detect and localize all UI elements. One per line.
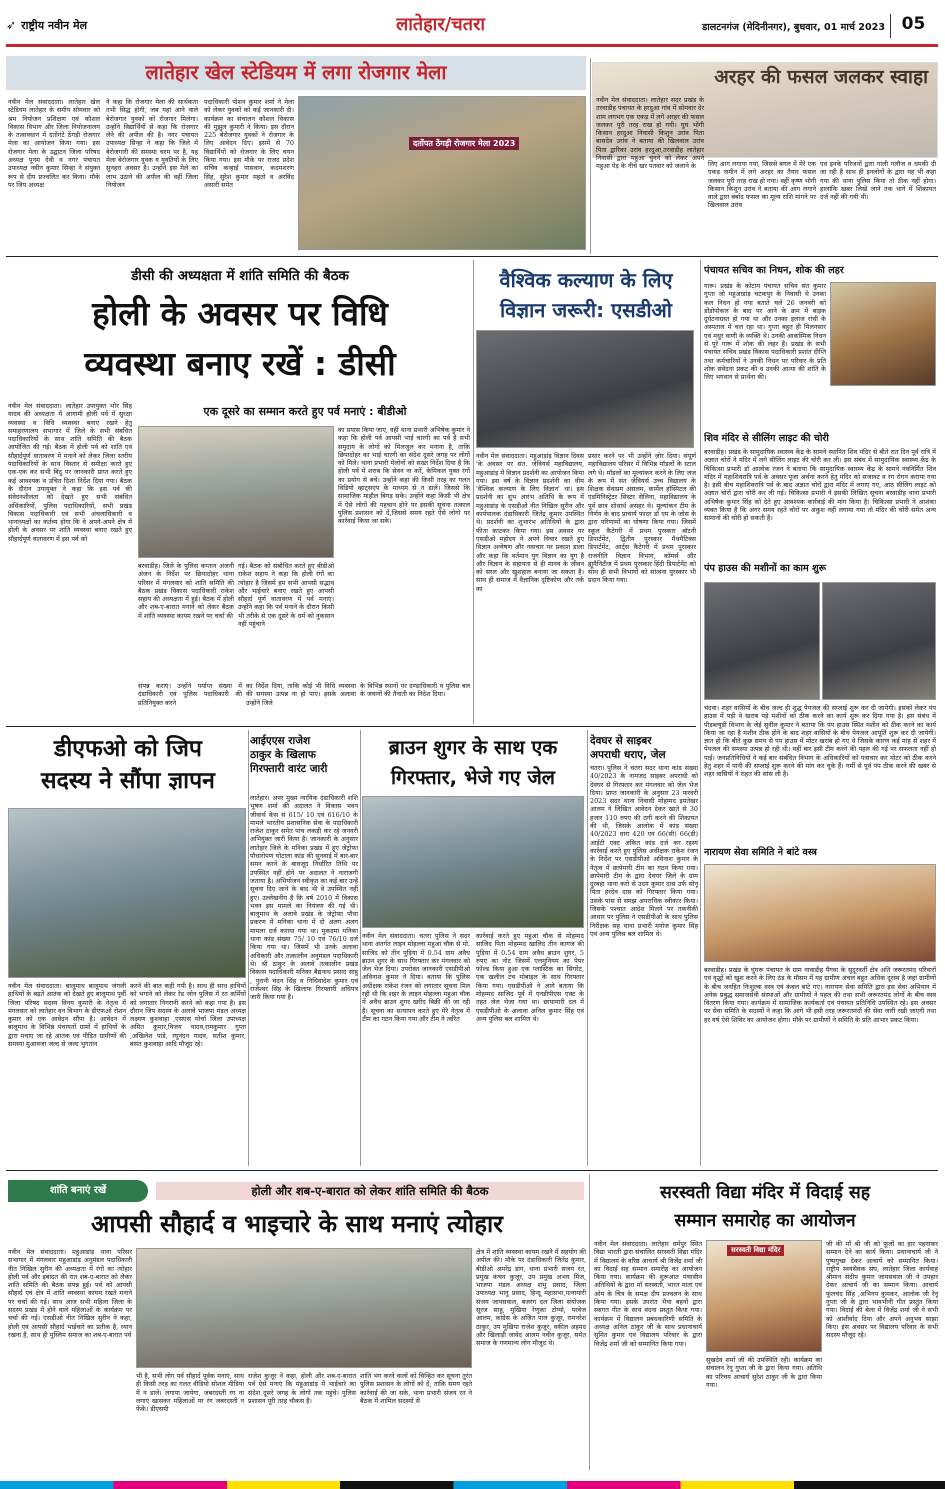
holi-col4: का प्रयास किया जाए, वहीं थाना प्रभारी अभिषेक कुमार ने कहा कि होली पर्व आपसी भाई चारगी का पर्व है सभी समुदाय के लोगों को मिलजुल कर मनाना है, ताकि छिपादोहर का भाई चारगी का संदेश दूसरे जगह पर लोगों को मिले। थाना प्रभारी मेलोनों को सख्त निर्देश दिया है कि होली पर्व में शराब कि सेवन ना करें, केमिकल युक्त रंगों का प्रयोग से बचें। उन्होंने कहा की किसी तरह का गलत विडियो व्हाट्सएप के माध्यम से न डालें। जिससे कि सामाजिक माहौल बिगड़ सके। उन्होंने कहा किसी भी क्षेत्र में ऐसे लोगों की पहचान होने पर इसकी सूचना तत्काल पुलिस प्रशासन को दें,जिससे समय रहते ऐसे लोगो पर कार्रवाई किया जा सके। — [338, 426, 470, 526]
brownsugar-headline-1: ब्राउन शुगर के साथ एक — [388, 736, 558, 759]
edition-label: लातेहार/चतरा — [396, 14, 485, 35]
bird-logo-icon: ➶ — [6, 18, 17, 32]
ias-headline-2: ठाकुर के खिलाफ — [250, 749, 316, 761]
shanti-tag: शांति बनाएं रखें — [8, 1180, 148, 1202]
holi-subhead: एक दूसरे का सम्मान करते हुए पर्व मनाएं : बीडीओ — [203, 405, 407, 418]
brownsugar-col1: नवीन मेल संवाददाता। चतरा पुलिस ने सदर थाना अंतर्गत लाइन मोहल्ला महुआ चौक से मो. साजिद को तीन पुड़िया में 0.54 ग्राम अवैध ब्राउन शुगर के साथ गिरफ्तार कर मंगलवार को जेल भेज दिया। उपरोक्त जानकारी एसडीपीओ अविनाश कुमार ने दिया। बताया कि पुलिस अधीक्षक राकेश रंजन को लगातार सूचना मिल रही थी कि शहर के लाइन मोहल्ला महुआ चौक में अवैध ब्राउन शुगर खरीद बिक्री की जा रही है। सूचना का सत्यापन करते हुए मेरे नेतृत्व में टीम का गठन किया गया और टीम ने त्वरित — [362, 932, 470, 1023]
saraswati-col1: नवीन मेल संवाददाता। लातेहार धर्मपुर स्थित विद्या भारती द्वारा संचालित सरस्वती विद्या मंदिर में विद्यालय के वरिष्ठ आचार्य श्री विजेंद्र शर्मा जी का विदाई सह सम्मान समारोह का आयोजन किया गया। कार्यक्रम की शुरूआत मंचासीन अतिथियों के द्वारा माँ सरस्वती, भारत माता एवं ओम के चित्र के समक्ष दीप प्रज्वलन के साथ किया गया। इसके उपरांत भैया बहनों द्वारा स्वागत गीत के साथ वंदना प्रस्तुत किया गया। कार्यक्रम में विद्यालय प्रबंधकारिणी समिति के अध्यक्ष अनिल ठाकुर जी के साथ प्रधानाचार्य सुमित कुमार एवं विद्यालय परिवार के द्वारा विजेंद्र शर्मा जी को सम्मानित किया गया। — [594, 1240, 702, 1348]
dfo-col2: करने की बात कही गयी है। साथ ही साथ हाथियों को भगाने को लेकर रेड जोन पुलिस में रत कर्मियों को लगातार निगरानी करने को कहा गया है। इस दौरान जिप सदस्य के अलावे भाजपा मंडल अध्यक्ष लक्ष्मण कुशवाहा ,एसएस मोर्चा जिला उपाध्यक्ष अमित कुमार,विजय यादव,रामकुमार गुप्ता ,अखिलेश पांडे, रघुनंदन यादव, सतीश कुमार, बसंत कुशवाहा आदि मौजूद रहे। — [130, 982, 246, 1049]
panchayat-text: गारू। प्रखंड के कोटाम पंचायत सचिव संत कुमार गुप्ता जो महुआडांड़ चटकपुर के निवासी थे उनका कल निधन हो गया बताते चलें 26 जनवरी को डोंडोपोकल के बाद पर आने के क्रम में बाइक दुर्घटनाग्रस्त हो गया था और उनका इलाज रांची के अस्पताल में चल रहा था। गुप्ता बहुत ही मिलनसार एवं मधुर वाणी के व्यक्ति थे। उनकी आकस्मिक निधन से पूरे गारू में शोक की लहर है। प्रखंड के सभी पंचायत सचिव प्रखंड विकास पदाधिकारी प्रशांत दीप्ति तथा कर्मचारियों ने उनकी निधन पर परिवार के प्रति शोक संवेदना प्रकट की व उनकी आत्मा की शांति के लिए भगवान से प्रार्थना की। — [704, 282, 826, 382]
holi-kicker: डीसी की अध्यक्षता में शांति समिति की बैठक — [131, 268, 349, 284]
dfo-headline-1: डीएफओ को जिप — [54, 736, 202, 762]
dfo-col1: नवीन मेल संवाददाता। बालूमाथ बालूमाथ जंगली हाथियों के बढ़ते आतंक को देखते हुए बालूमाथ पूर्वी जिला परिषद सदस्य विनय कुमारी के नेतृत्व में मंगलवार को लातेहार वन विभाग के डीएफओ रोशन कुमार को एक आवेदन सौंपा है। आवेदन में बालूमाथ के विभिन्न पंचायतों ग्रामों में हाथियों के द्वारा मचाए जा रहे आतंक एवं पीड़ित ग्रामीणों की समस्या मुआवजा जल्द से जल्द भुगतान — [8, 982, 126, 1049]
pumphouse-headline: पंप हाउस की मशीनों का काम शुरू — [704, 563, 827, 574]
shanti-col3: राजेश कुजूर ने कहा, होली और शब-ए-बारात पर्व ऐसे मनाएं कि महुआडांड़ में भाईचारे का संदेश दूसरे जगह के लोगों तक पहुंचे। पुलिस प्रशासन पूरी तरह चौकस है। — [248, 1372, 356, 1405]
dateline: डालटनगंज (मेदिनीनगर), बुधवार, 01 मार्च 2023 — [702, 22, 885, 33]
ias-headline-1: आईएएस राजेश — [250, 735, 311, 747]
rozgar-col2: ने कहा कि रोजगार मेला की सार्थकता तभी सिद्ध होगी, जब यहां आने वाले बेरोजगार युवकों को रोजगार मिलेगा। उन्होंने विद्यार्थियों से कहा कि रोजगार लेने की अपील की है। नगर पंचायत उपाध्यक्ष सिन्हा ने कहा कि जिले में बेरोजगारी की समस्या चरम पर है, यह मेला बेरोजगार युवक व युवतियों के लिए सुनहरा अवसर है। उन्होंने इस मेले का लाभ उठाने की अपील की वहीं जिला नियोजन — [106, 98, 198, 189]
saraswati-col3: जी की माँ श्री जी को फूलों का हार पहनाकर सम्मान देने का कार्य किया। प्रधानाचार्य जी ने पुष्पगुच्छ देकर आचार्य को सम्मानित किया। राष्ट्रीय स्वयंसेवक संघ, लातेहार जिला कार्यवाह श्रीमान संदीप कुमार जायसवाल जी ने उपहार देकर आचार्य जी का सम्मान किया। आचार्य फूलचंद सिंह ,अभिनय कुमकर, आलोक जी रेनू गुप्ता जी के द्वारा भावभीनी गीत प्रस्तुत किया गया। विदाई की बेला में विजेंद्र शर्मा जी ने सभी को आशीर्वाद दिया और अपने अनुभव साझा किए। इस अवसर पर विद्यालय परिवार के सभी सदस्य मौजूद रहे। — [826, 1240, 938, 1340]
vigyan-photo — [476, 330, 694, 448]
pumphouse-text: चंदवा। शहर वासियों के बीच जल्द ही शुद्ध पेयजल की सप्लाई शुरू कर दी जायेगी। इसको लेकर पंप हाउस में पड़ी वे खराब पड़े मशीनों को ठीक करने का कार्य शुरू कर दिया गया है। इस संबंध में पीडब्ल्यूडी विभाग के जेई सुनील कुमार ने बताया कि पंप हाउस स्थित मशीन को ठीक करने का कार्य किया जा रहा है मशीन ठीक होने के बाद शहर वासियों के बीच पेयजल आपूर्ति शुरू कर दी जायेगी। ज्ञात हो कि बीते कुछ समय से पंप हाउस में मोटर खराब हो गए थे जिसके कारण कई माह से शहर में पेयजल की समस्या उत्पन्न हो रही थी। वहीं बार इसी टीम करने की पहल की गई पर सफलता नहीं हो पाई। जनप्रतिनिधियों ने कई बार संबंधित विभाग के अधिकारियों को पत्राचार कर मोटर को ठीक करने हेतु शहर में पानी की सप्लाई शुरू करने की मांग कर चुके हैं। गर्मी से पूर्व पंप ठीक करने की खबर से शहर वासियों ने राहत की सांस ली है। — [704, 704, 936, 779]
holi-col1: नवीन मेल संवाददाता। लातेहार उपायुक्त भोर सिंह यादव की अध्यक्षता में आगामी होली पर्व में सुरक्षा व्यवस्था व विधि व्यवस्था बनाए रखने हेतु समाहरणालय सभागार में जिले के सभी संबंधित पदाधिकारियों के साथ शांति समिति की बैठक आयोजित की गई। बैठक में होली पर्व को शांति एवं सौहार्दपूर्ण वातावरण में मनाने को लेकर जिला स्तरीय पदाधिकारियों के साथ विस्तार से समीक्षा करते हुए एक-एक कर सभी बिंदु पर जानकारी प्राप्त करते हुए कई आवश्यक व उचित दिशा निर्देश दिया गया। बैठक के दौरान उपायुक्त ने कहा कि इस पर्व की संवेदनशीलता को देखते हुए सभी संबंधित अधिकारियों, पुलिस पदाधिकारियों, सभी प्रखंड विकास पदाधिकारी एवं सभी अंचलाधिकारी व थानाध्यक्षों का कर्तव्य होगा कि वे अपने-अपने क्षेत्र में होली के अवसर पर शांति व्यवस्था बनाए रखते हुए सौहार्दपूर्ण वातावरण में इस पर्व को — [8, 402, 132, 543]
paper-logo — [6, 14, 136, 36]
shanti-col4: शांति भंग करने वालों को चिन्हित कर सूचना तुरंत पुलिस प्रशासन के लोगों को दें, ताकि समय रहते कार्रवाई की जा सके, थाना प्रभारी संजय रत ने बैठक में शामिल सदस्यों से — [360, 1372, 472, 1405]
holi-col2: बरवाडीह। जिले के पुलिस कप्तान अंजनी अंजन के निर्देश पर छिपादोहर थाना परिसर में मंगलवार को शांति समिति की बैठक प्रखंड विकास पदाधिकारी राकेश सहाय की अध्यक्षता में हुई। बैठक में होली और शब-ए-बारात मनाने को लेकर बैठक में शांति व्यवस्था कायम रखने पर चर्चा की — [138, 562, 234, 620]
saraswati-headline-1: सरस्वती विद्या मंदिर में विदाई सह — [659, 1183, 871, 1203]
devghar-headline-2: अपराधी धराए, जेल — [590, 749, 666, 761]
holi-bottom-1: संपन्न कराएं। उन्होंने पर्याप्त संख्या में दंडाधिकारी एवं पुलिस पदाधिकारी की प्रतिनियुक्त करने — [138, 682, 242, 707]
vigyan-col1: नवीन मेल संवाददाता। महुआडांड़ विज्ञान दिवस 'के अवसर पर संत. जेवियर्स महाविद्यालय, महुआडांड़ में विज्ञान प्रदर्शनी का आयोजन किया गया। इस वर्ष के विज्ञान प्रदर्शनी का थीम 'वैश्विक कल्याण के लिए विज्ञान' था। इस प्रदर्शनी का शुभ आरंभ अतिथि के रूप में महुआडांड़ के एसडीओ नीत निखिल सुरीन और कार्यपालक दंडाधिकारी जितेंद्र कुमार उपस्थित थे। प्रदर्शनी का शुभारंभ अतिथियों के द्वारा फीता काटकर किया गया। इस अवसर पर एसडीओ महोदय ने अपने विचार रखते हुए विज्ञान अन्वेषण और नवाचार पर प्रकाश डाला और कहा कि वर्तमान युग विज्ञान का युग है और विज्ञान के सहायता से ही मानव के जीवन को सरल और खुशहाल बनाया जा सकता है। साथ ही समाज में वैज्ञानिक दृष्टिकोण और तर्क का — [476, 452, 584, 593]
devghar-headline — [590, 734, 700, 764]
shanti-kicker: होली और शब-ए-बारात को लेकर शांति समिति की बैठक — [156, 1182, 584, 1200]
shanti-col2: भी है, सभी लोग पर्व सौहार्द पूर्वक मनाएं, साथ ही किसी तरह का गलत वीडियो सोशल मीडिया में न डालें। लगाया जायेगा, जबरदस्ती रंग ना लगाएं खासकर महिलाओं पर रंग जबरदस्ती न फेंकें। डीएसपी — [136, 1372, 244, 1414]
devghar-text: चतरा। पुलिस ने चतरा सदर थाना कांड संख्या 40/2023 के नामजद साइबर अपराधी को देवघर से गिरफ्तार कर मंगलवार को जेल भेज दिया। प्राप्त जानकारी के अनुसार 23 फरवरी 2023 सदर थाना निवासी मोहम्मद इमतेखर आलम ने लिखित आवेदन देकर खाते से 30 हजार 110 रुपए की ठगी करने की शिकायत की थी, जिसके आलोक में कांड संख्या 40/2023 धारा 420 एवं 66(सी) 66(डी) आईटी एक्ट अंकित कांड दर्ज कर रहस्य कार्रवाई करते हुए पुलिस अधीक्षक राकेश रंजन के निर्देश पर एसडीपीओ अविनाश कुमार के नेतृत्व में छापेमारी टीम का गठन किया गया। छापेमारी टीम के द्वारा देवघर जिले के ग्राम दुरबहा थाना करो से उदय कुमार दास उर्फ सोनू पिता हरदेव दास को गिरफ्तार किया गया। उसके पास से समझ अपराधिक स्वीकार किया। जिसके पश्चात आदेश मिलने पर तकनीकी आधार पर पुलिस ने एसडीपीओ के साथ पुलिस निरीक्षक सह थाना प्रभारी मनोज कुमार सिंह एवं अन्य पुलिस बल शामिल थे। — [590, 764, 698, 938]
rozgar-photo — [298, 96, 586, 250]
shanti-photo — [136, 1248, 472, 1368]
shanti-headline: आपसी सौहार्द व भाइचारे के साथ मनाएं त्योहार — [91, 1210, 503, 1238]
shanti-col5: क्षेत्र में शांति व्यवस्था कायम रखने में सहयोग की अपील की। मौके पर दंडाधिकारी जितेंद्र कुमार, बीडीओ अमरेंद्र डांग, थाना प्रभारी संजय रत, प्रमुख कंचन कुजूर, उप प्रमुख अभय मिंज, भाजपा मंडल अध्यक्ष शंभु प्रसाद, जिला उपाध्यक्ष भानु प्रसाद, हिन्दू महासभा,पत्नामारी संजय जायसवाल, बजरंग दल जिला संयोजक सूरज साहु, मुखिया रेणुका टोप्पो, परवेज आलम, कांग्रेस के अजित पाल कुजूर, रामनरेश ठाकुर, उप मुखिया राजेश कुजूर, वकील अहमद और खिलाड़ी जावेद आलम नवीन कुजूर, समेत समाज के गणमान्य लोग मौजूद थे। — [476, 1248, 586, 1348]
vigyan-headline-2: विज्ञान जरूरी: एसडीओ — [500, 298, 672, 322]
shivmandir-headline: शिव मंदिर से सीलिंग लाइट की चोरी — [704, 433, 829, 444]
ias-headline-3: गिरफ्तारी वारंट जारी — [250, 763, 328, 775]
panchayat-headline: पंचायत सचिव का निधन, शोक की लहर — [704, 265, 844, 276]
saraswati-headline-2: सम्मान समारोह का आयोजन — [674, 1211, 856, 1231]
devghar-headline-1: देवघर से साइबर — [590, 735, 652, 747]
registration-strip — [0, 1481, 945, 1489]
paper-name: राष्ट्रीय नवीन मेल — [21, 19, 88, 32]
headline-arhar: अरहर की फसल जलकर स्वाहा — [714, 66, 928, 88]
holi-photo — [138, 426, 334, 558]
ias-headline — [250, 734, 358, 792]
arhar-col3: एवं इनके परिजनों द्वारा गाली गलौज व धमकी दी जा रही है साथ ही इनलोगों के द्वारा यह भी कहा गया की थाना पुलिस किया तो ठीक नहीं होगा। हालांकि खबर लिखे जाने तक थाने में शिकायत दर्ज नहीं की गयी थी। — [820, 160, 936, 202]
saraswati-photo — [706, 1240, 822, 1352]
brownsugar-col2: कार्रवाई करते हुए महुआ चौक से मोहम्मद साजिद पिता मोहम्मद खालिद तीन कागज की पुड़िया में 0.54 ग्राम अवैध ब्राउन शुगर, 5 रुपए का नोट जिसमें एलमुनियम का पेपर फोल्ड किया हुआ एक प्लास्टिक का सिगरेट, एक खलील टच मोबाइल के साथ गिरफ्तार किया गया। एसडीपीओ ने आगे बताया कि मोहम्मद साजिद पूर्व में एनडीपीएस एक्ट के तहत जेल भेजा गया था। छापामारी दल में एसडीपीओ के अलावा अनिल कुमार सिंह एवं अन्य पुलिस बल शामिल थे। — [476, 932, 584, 1023]
saraswati-col2: सुखदेव शर्मा जी की उपस्थिति रही। कार्यक्रम का संचालन रेनू गुप्ता जी के द्वारा किया गया। अतिथि का परिचय आचार्य सुरेश ठाकुर जी के द्वारा किया गया। — [706, 1356, 822, 1389]
panchayat-portrait — [830, 282, 936, 386]
holi-headline-1: होली के अवसर पर विधि — [92, 294, 388, 333]
narayan-headline: नारायण सेवा समिति ने बांटे वस्त्र — [704, 847, 817, 858]
ias-text: लातेहार। अपर मुख्य न्यायिक दंडाधिकारी शशि भूषण शर्मा की अदालत ने विकास भवन जीवार्थ केस सं 615/ 10 एवं 616/10 के मामले भारतीय प्रशासनिक सेवा के पदाधिकारी राजेश ठाकुर समेत पांच लकड़ी कर रहे जनवरी अभियुक्त जारी किया है। जानकारी के अनुसार लातेहार जिले के मनिका प्रखंड में हुए जेट्रोफा पौधारोपण घोटाला कांड की सुनवाई में बार-बार समन करने के बावजूद निर्धारित तिथि पर उपस्थित नहीं होने पर अदालत ने नाराजगी जताया है। अभियोजन स्वीकृत का कई बार उन्हें सूचना दिए जाने के बाद भी वे उपस्थित नहीं हुए। उल्लेखनीय है कि वर्ष 2010 में विकास भवन इस मामले का नियंत्रण की गई थी। बालूमाथ के अलावे प्रखंड के जेट्रोफा पौधा प्रकरण में मनिका थाना में दो अलग अलग मामला दर्ज कराया गया था। मुकदमा मनिका थाना कांड संख्या 75/ 10 एवं 76/10 दर्ज किया गया था। जिसमें भी उनके अलावा अधिकारी और तत्कालीन अनुमंडल पदाधिकारी थे। श्री ठाकुर के अलावे तत्कालीन प्रखंड विकास पदाधिकारी मनिका बैद्यनाथ प्रसाद साहु , पुरानी चंदन सिंह व निधिवादेश कुमार एवं राजेश्वर सिंह के खिलाफ गिरफ्तारी अधिपत्र जारी किया गया है। — [250, 794, 358, 1002]
masthead — [0, 0, 945, 48]
saraswati-photo-banner: सरस्वती विद्या मंदिर — [727, 1245, 784, 1256]
shanti-col1: नवीन मेल संवाददाता। महुआडांड़ थाना परिसर सभागार में मंगलवार महुआडांड़ अनुमंडल पदाधिकारी नीत निखिल सुरीन की अध्यक्षता में रंगों का त्योहार होली पर्व और इबादत की रात शब-ए-बारात को लेकर शांति समिति की बैठक संपन्न हुई। पर्व को आपसी सौहार्द एवं क्षेत्र में शांति व्यवस्था कायम रखते मनाने पर चर्चा की गई। साथ आज सभी महिला जिला के सदस्य प्रखंड में होने वाले महिलाओं के कार्यक्रम पर चर्चा की गई। एसडीओ नीत निखिल सुरीन ने कहा, होली एवं आपसी सौहार्द भाईचारे का प्रतीक है, ध्यान रखना है, साथ ही मुस्लिम समाज का शब-ए-बारात पर्व — [8, 1248, 132, 1339]
rozgar-photo-banner: दतोंपत ठेंगड़ी रोजगार मेला 2023 — [409, 137, 519, 150]
vigyan-headline-1: वैश्विक कल्याण के लिए — [499, 268, 673, 292]
brownsugar-photo — [362, 796, 584, 928]
holi-headline-2: व्यवस्था बनाए रखें : डीसी — [84, 344, 396, 383]
pumphouse-photo-1 — [704, 582, 820, 700]
holi-col3: गई। बैठक को संबोधित करते हुए बीडीओ राकेश सहाय ने कहा कि होली रंगों का त्योहार है जिसमें हम सभी आपसी सद्भाव और भाईचारे बनाए रखते हुए आपसी सौहार्द पूर्ण वातावरण में पर्व मनाएं। उन्होंने कहा कि पर्व मनाने के दौरान किसी भी तरीके से एक दूसरे के धर्म को नुकसान नहीं पहुंचाने — [238, 562, 334, 629]
shivmandir-text: बरवाडीह। प्रखंड के सामुदायिक स्वास्थ्य केंद्र के सामने स्थापित शिव मंदिर से बीते रात दिन पूर्व रात्रि में अज्ञात चोरों ने मंदिर में लगे सीलिंग लाइट की चोरी कर ली। इस संबंध में सामुदायिक स्वास्थ्य केंद्र के चिकित्सा प्रभारी डॉ आलोक रंजन ने बताया कि सामुदायिक स्वास्थ्य केंद्र के सामने नवनिर्मित शिव मंदिर में महाशिवरात्रि पर्व के अवसर पूजा अर्चना करने हेतु मंदिर को सजावट व रंग रोगन कराया गया है। इसी बीच महाशिवरात्रि पर्व के बाद अज्ञात चोरों द्वारा मंदिर में लगाए गए, आठ सीलिंग लाइट को अज्ञात चोरों द्वारा चोरी कर ली गई। चिकित्सा प्रभारी ने इसकी लिखित सूचना बरवाडीह थाना प्रभारी अभिषेक कुमार सिंह को देते हुए आवश्यक कार्रवाई की मांग किया है। चिकित्सा प्रभारी ने आशंका व्यक्त किया है कि अगर समय रहते चोरों पर अंकुश नहीं लगाया गया तो मंदिर की चोरी समेत अन्य सामानों की चोरी हो सकती है। — [704, 448, 936, 523]
page-number: 05 — [901, 14, 926, 34]
brownsugar-headline-2: गिरफ्तार, भेजे गए जेल — [390, 766, 556, 789]
pumphouse-photo-2 — [822, 582, 936, 700]
rozgar-col3: पदाधिकारी पोशन कुमार शर्मा ने मेला को लेकर युवकों को कई जानकारी दी। कार्यक्रम का संचालन कौशल विकास की मुझुल कुमारी ने किया। इस दौरान 225 बेरोजगार युवकों ने रोजगार के लिए आवेदन दिए। इसमें से 70 विद्यार्थियों को रोजगार के लिए चयन किया गया। इस मौके पर राजद प्रदेश सचिव कन्हाई पासवान, कदमशरण सिंह, सुरेश कुमार महतो व अरविंद अंसारी समेत — [204, 98, 294, 189]
rozgar-col1: नवीन मेल संवाददाता। लातेहार खेल स्टेडियम लातेहार के समीप सोमवार को श्रम नियोजन प्रशिक्षण एवं कौशल विकास विभाग और जिला नियोजनालय के तत्वावधान में दतोंगंटे ठेंगड़ी रोजगार मेला का आयोजन किया गया। इस रोजगार मेला के उद्घाटन जिला परिषद अध्यक्ष पूनम देवी व नगर पंचायत उपाध्यक्ष नवीन कुमार सिन्हा ने संयुक्त रूप से दीप प्रज्वलित कर किया। मौके पर जिप अध्यक्ष — [8, 98, 100, 189]
vigyan-col2: प्रसार करने पर भी उन्होंने ज़ोर दिया। संपूर्ण महाविद्यालय परिसर में विभिन्न मॉडलों के स्टाल लगे थे। मॉडलों का मूल्यांकन करने के लिए जज के रूप में संत जेवियर्स उच्च विद्यालय के शिक्षक सेवाप्रम असलम, कार्मेल हॉस्पिटल की एडमिनिस्ट्रेटर सिस्टर सेलिना, महाविद्यालय के पूर्व छात्र शोधार्थ असहर थे। मूल्यांकन टीम के निर्णय के बाद प्राचार्य फादर डॉ एम के जोस के द्वारा परिणामों का घोषणा किया गया। जिसमें स्कूल कैटेगरी में प्रथम पुरस्कार बॉटनी डिपार्टमेंट, द्वितीय पुरस्कार मैथमैटिक्स डिपार्टमेंट, आर्ट्स कैटेगरी में प्रथम पुरस्कार राजनीति विज्ञान विभाग, कॉमर्स और ह्यूमैनिटीज में प्रथम पुरस्कार हिंदी डिपार्टमेंट को साथ ही सभी विभागों को सांत्वना पुरस्कार भी प्रदान किया गया। — [588, 452, 696, 585]
narayan-text: बरवाडीह। प्रखंड के घुंघरू पंचायत के ग्राम नावाडीह पैंगवा के सुदूरवर्ती क्षेत्र अति जरूरतमंद परिवारों एवं वृद्धों को खुश करने के लिए ठंड के मौसम में यह ग्रामीण अंचल बहुत अधिक दूरस्थ है जहां ग्रामीणों के बीच जनहित निःशुल्क वस्त्र एवं कंबल बांटे गए। नारायण सेवा समिति द्वारा इस सेवा अभियान में अनेक प्रबुद्ध समाजसेवी संस्थाओं और ग्रामीणों ने पहल की तथा सभी जरूरतमंद लोगों के बीच वस्त्र वितरण किया गया। कार्यक्रम में सामाजिक कार्यकर्ता एवं पंचायत प्रतिनिधि उपस्थित रहे। इस अवसर पर सेवा समिति के सदस्यों ने कहा कि आगे भी इसी तरह जरूरतमंदों की सेवा जारी रखी जाएगी तथा हर वर्ष ऐसे शिविर का आयोजन होगा। मौके पर ग्रामीणों ने समिति के प्रति आभार प्रकट किया। — [704, 966, 936, 1024]
arhar-col2: लिए आग लगाया गया, जिससे बगल में मेरे एक एकड़ जमीन में लगे अरहर का तैयार फसल जलकर पूरी तरह राख हो गया। वहीं कृष्ण भोगी किसान किशुन उरांव ने बताया की आग लगाने वाले द्वारा बर्बाद फसल का मूल्य राशि मांगने पर खिलवाल उरांव — [708, 160, 816, 210]
holi-bottom-3: के विभिन्न स्थानों पर दण्डाधिकारी व पुलिस बल के जवानों की तैनाती का निदेश दिया। — [360, 682, 470, 699]
holi-bottom-2: का निर्देश दिया, ताकि कोई भी विधि व्यवस्था की समस्या उत्पन्न ना हो पाए। इसके अलावा उन्होंने जिले — [246, 682, 356, 707]
headline-rozgar: लातेहार खेल स्टेडियम में लगा रोजगार मेला — [6, 56, 586, 90]
narayan-photo — [704, 864, 936, 962]
dfo-headline-2: सदस्य ने सौंपा ज्ञापन — [41, 768, 215, 794]
dfo-photo — [8, 808, 246, 978]
arhar-col1: नवीन मेल संवाददाता। लातेहार सदर प्रखंड के तरवाडीह पंचायत के हरदुआ गांव में सोमवार देर शाम लगभग एक एकड़ में लगे अरहर की फसल जलकर पूरी तरह राख हो गयी। घुघ भोंगी किसान हरदुआ निवासी किशुन उरांव पिता बासदेव उरांव ने बताया की खिलवाल उरांव पिता द्वारिका उरांव हरदुआ,तरवाडीह लातेहार निवासी द्वारा महुआ चुनने को लेकर अपने महुआ पेड़ के नीचे खर पतवार को जलाने के — [596, 96, 704, 171]
